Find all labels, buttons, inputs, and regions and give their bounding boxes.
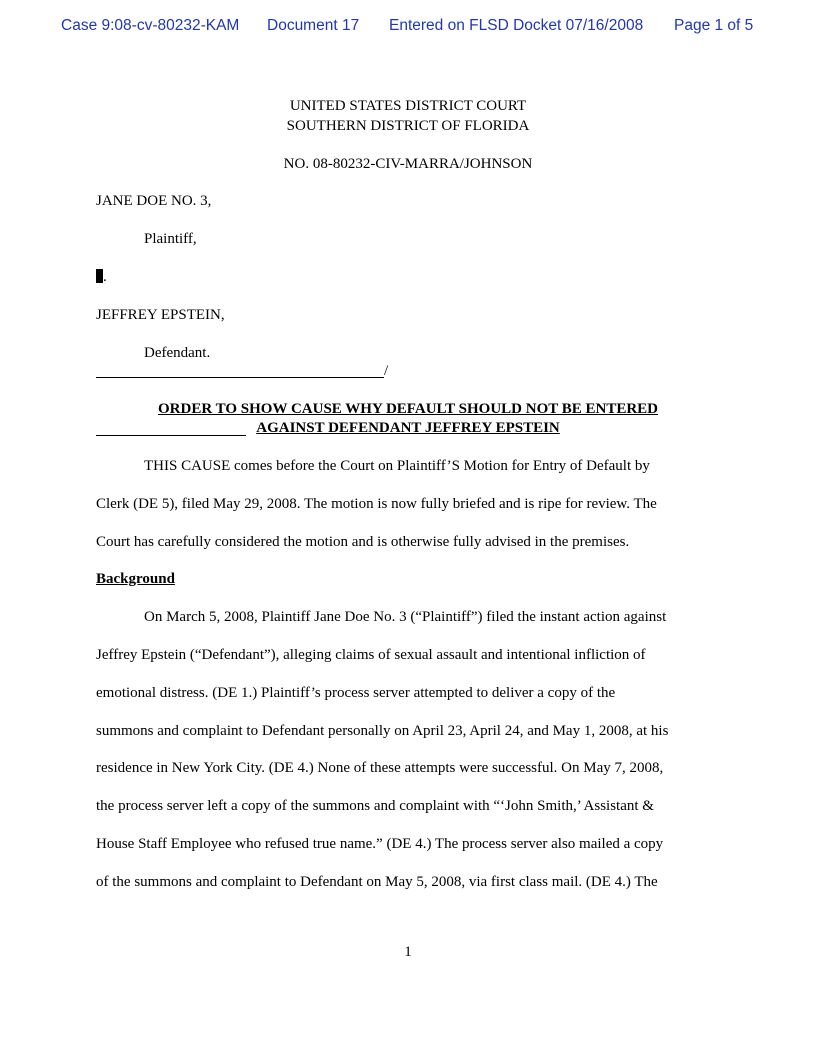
intro-line: Court has carefully considered the motion and is otherwise fully advised in the premises. — [96, 534, 630, 550]
caption-rule-end: / — [384, 363, 389, 379]
defendant-name: JEFFREY EPSTEIN, — [96, 307, 225, 323]
defendant-role: Defendant. — [144, 345, 211, 361]
versus-suffix: . — [103, 269, 107, 285]
background-line: residence in New York City. (DE 4.) None of these attempts were successful. On May 7, 2008, — [96, 760, 664, 776]
plaintiff-name: JANE DOE NO. 3, — [96, 193, 212, 209]
intro-line: Clerk (DE 5), filed May 29, 2008. The motion is now fully briefed and is ripe for review. The — [96, 496, 657, 512]
header-entered-date: Entered on FLSD Docket 07/16/2008 — [389, 17, 644, 34]
header-document-number: Document 17 — [267, 17, 360, 34]
court-name: UNITED STATES DISTRICT COURT — [289, 98, 527, 114]
background-line: House Staff Employee who refused true name.” (DE 4.) The process server also mailed a copy — [96, 836, 664, 852]
background-line: emotional distress. (DE 1.) Plaintiff’s process server attempted to deliver a copy of the — [96, 685, 616, 701]
background-line: of the summons and complaint to Defendant on May 5, 2008, via first class mail. (DE 4.) The — [96, 874, 658, 890]
order-title-line1: ORDER TO SHOW CAUSE WHY DEFAULT SHOULD NOT BE ENTERED — [158, 401, 658, 417]
case-number: NO. 08-80232-CIV-MARRA/JOHNSON — [283, 156, 533, 172]
order-title-line2: AGAINST DEFENDANT JEFFREY EPSTEIN — [256, 420, 560, 436]
background-heading: Background — [96, 571, 175, 587]
title-rule-left — [96, 435, 246, 436]
versus-line — [96, 268, 107, 286]
intro-line: THIS CAUSE comes before the Court on Plaintiff’S Motion for Entry of Default by — [144, 458, 650, 474]
page-number: 1 — [404, 944, 412, 960]
header-page-count: Page 1 of 5 — [674, 17, 754, 34]
background-line: summons and complaint to Defendant personally on April 23, April 24, and May 1, 2008, at his — [96, 723, 669, 739]
caption-rule — [96, 377, 384, 378]
court-district: SOUTHERN DISTRICT OF FLORIDA — [286, 118, 530, 134]
background-line: the process server left a copy of the summons and complaint with “‘John Smith,’ Assistant & — [96, 798, 654, 814]
redaction-box — [96, 269, 103, 283]
background-line: On March 5, 2008, Plaintiff Jane Doe No. 3 (“Plaintiff”) filed the instant action against — [144, 609, 667, 625]
docket-header — [0, 17, 816, 39]
plaintiff-role: Plaintiff, — [144, 231, 197, 247]
header-case-number: Case 9:08-cv-80232-KAM — [61, 17, 240, 34]
background-line: Jeffrey Epstein (“Defendant”), alleging claims of sexual assault and intentional infliction of — [96, 647, 646, 663]
